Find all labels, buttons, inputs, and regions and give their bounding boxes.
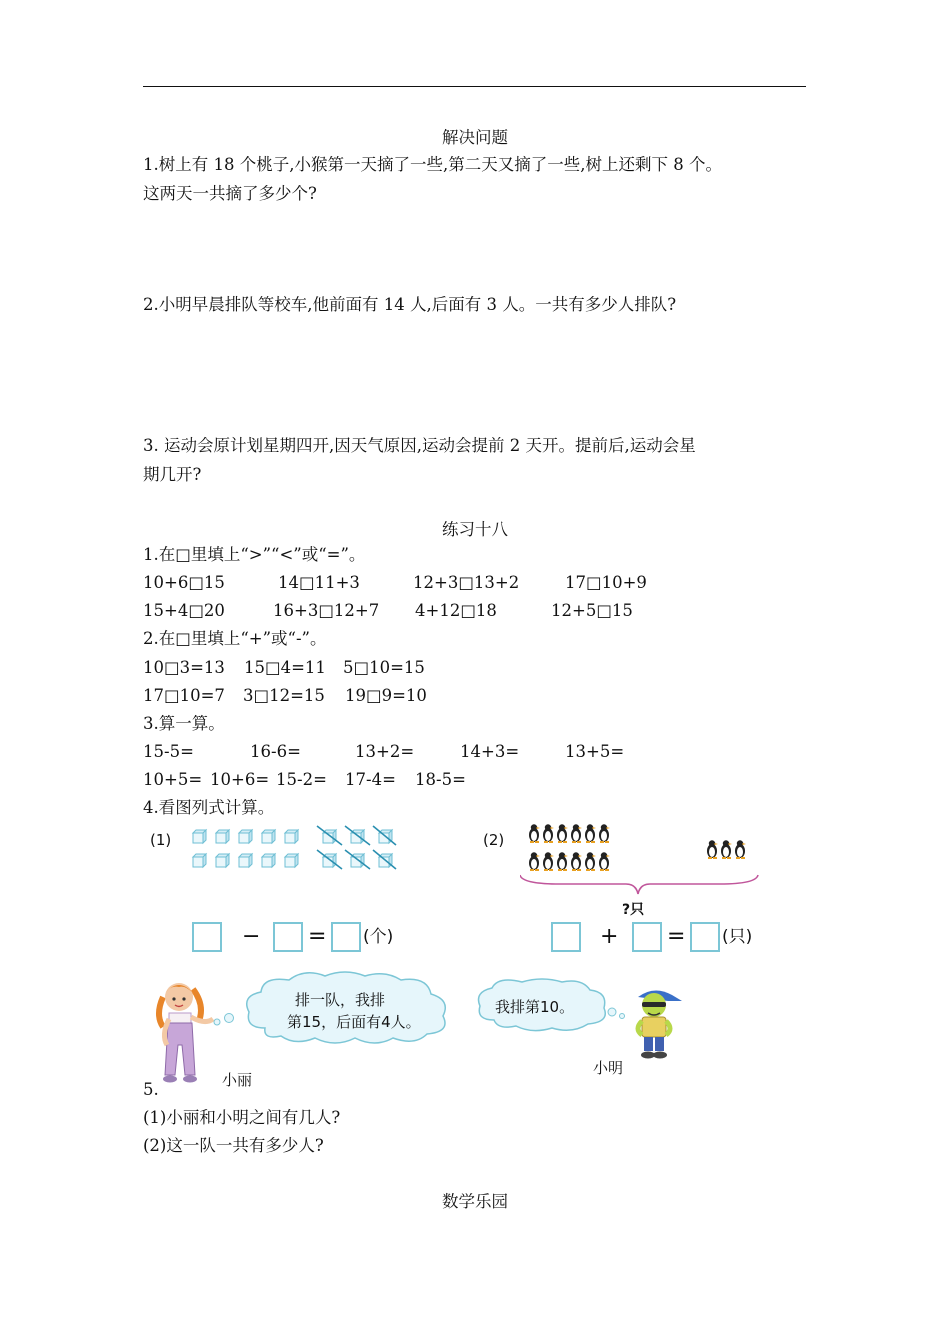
problem-1-line-1: 1.树上有 18 个桃子,小猴第一天摘了一些,第二天又摘了一些,树上还剩下 8 个。 xyxy=(143,155,722,174)
exercise-item: 15-2= xyxy=(276,770,327,789)
equals-sign: = xyxy=(667,924,686,949)
problem-3-line-1: 3. 运动会原计划星期四开,因天气原因,运动会提前 2 天开。提前后,运动会星 xyxy=(143,436,696,455)
exercise-item: 18-5= xyxy=(415,770,466,789)
exercise-item: 12+3□13+2 xyxy=(413,573,520,592)
exercise-item: 4+12□18 xyxy=(415,601,497,620)
exercise-item: 3□12=15 xyxy=(243,686,325,705)
exercise-4-title: 4.看图列式计算。 xyxy=(143,798,275,817)
figure-1-label: (1) xyxy=(150,831,172,849)
problem-1-line-2: 这两天一共摘了多少个? xyxy=(143,184,317,203)
problem-2: 2.小明早晨排队等校车,他前面有 14 人,后面有 3 人。一共有多少人排队? xyxy=(143,295,677,314)
exercise-item: 14□11+3 xyxy=(278,573,360,592)
exercise-item: 5□10=15 xyxy=(343,658,425,677)
exercise-5-number: 5. xyxy=(143,1080,159,1099)
speech-bubble-1-line-1: 排一队，我排 xyxy=(295,991,386,1009)
speech-bubble-1-line-2: 第15，后面有4人。 xyxy=(287,1013,421,1031)
exercise-item: 13+2= xyxy=(355,742,415,761)
penguins-figure xyxy=(520,820,765,910)
plus-sign: + xyxy=(600,924,619,949)
figure-2-label: (2) xyxy=(483,831,505,849)
brace xyxy=(520,875,758,894)
exercise-item: 16-6= xyxy=(250,742,301,761)
minus-sign: − xyxy=(242,924,261,949)
exercise-2-title: 2.在□里填上“+”或“-”。 xyxy=(143,629,327,648)
exercise-item: 16+3□12+7 xyxy=(273,601,380,620)
answer-box[interactable] xyxy=(690,922,720,952)
exercise-item: 10+6□15 xyxy=(143,573,225,592)
penguin-group-1-row-2 xyxy=(529,852,610,871)
exercise-item: 15-5= xyxy=(143,742,194,761)
exercise-5-question-1: (1)小丽和小明之间有几人? xyxy=(143,1108,341,1127)
problem-3-line-2: 期几开? xyxy=(143,465,202,484)
footer-title: 数学乐园 xyxy=(442,1192,508,1211)
header-rule xyxy=(143,86,806,87)
penguin-group-2 xyxy=(707,840,746,859)
boy-name-label: 小明 xyxy=(593,1059,624,1077)
cube-row-2 xyxy=(193,854,392,867)
girl-name-label: 小丽 xyxy=(222,1071,253,1089)
section-title-solve-problems: 解决问题 xyxy=(442,128,508,147)
unit-label: (只) xyxy=(722,927,753,947)
exercise-item: 17□10+9 xyxy=(565,573,647,592)
unit-label: (个) xyxy=(363,927,394,947)
answer-box[interactable] xyxy=(273,922,303,952)
answer-box[interactable] xyxy=(632,922,662,952)
cubes-figure xyxy=(190,825,400,875)
exercise-item: 13+5= xyxy=(565,742,625,761)
answer-box[interactable] xyxy=(551,922,581,952)
penguin-group-1-row-1 xyxy=(529,824,610,843)
exercise-item: 17-4= xyxy=(345,770,396,789)
boy-xiaoming-illustration xyxy=(628,985,688,1065)
exercise-1-title: 1.在□里填上“>”“<”或“=”。 xyxy=(143,545,366,564)
exercise-item: 10+5= xyxy=(143,770,203,789)
exercise-item: 15+4□20 xyxy=(143,601,225,620)
exercise-5-question-2: (2)这一队一共有多少人? xyxy=(143,1136,324,1155)
exercise-item: 14+3= xyxy=(460,742,520,761)
equals-sign: = xyxy=(308,924,327,949)
answer-box[interactable] xyxy=(331,922,361,952)
exercise-item: 19□9=10 xyxy=(345,686,427,705)
section-title-exercise-18: 练习十八 xyxy=(442,520,508,539)
exercise-item: 15□4=11 xyxy=(244,658,326,677)
cube-row-1 xyxy=(193,830,392,843)
exercise-item: 12+5□15 xyxy=(551,601,633,620)
exercise-item: 17□10=7 xyxy=(143,686,225,705)
exercise-item: 10□3=13 xyxy=(143,658,225,677)
answer-box[interactable] xyxy=(192,922,222,952)
figure-2-question: ?只 xyxy=(622,902,645,918)
exercise-item: 10+6= xyxy=(210,770,270,789)
speech-bubble-2: 我排第10。 xyxy=(495,998,575,1016)
exercise-3-title: 3.算一算。 xyxy=(143,714,225,733)
